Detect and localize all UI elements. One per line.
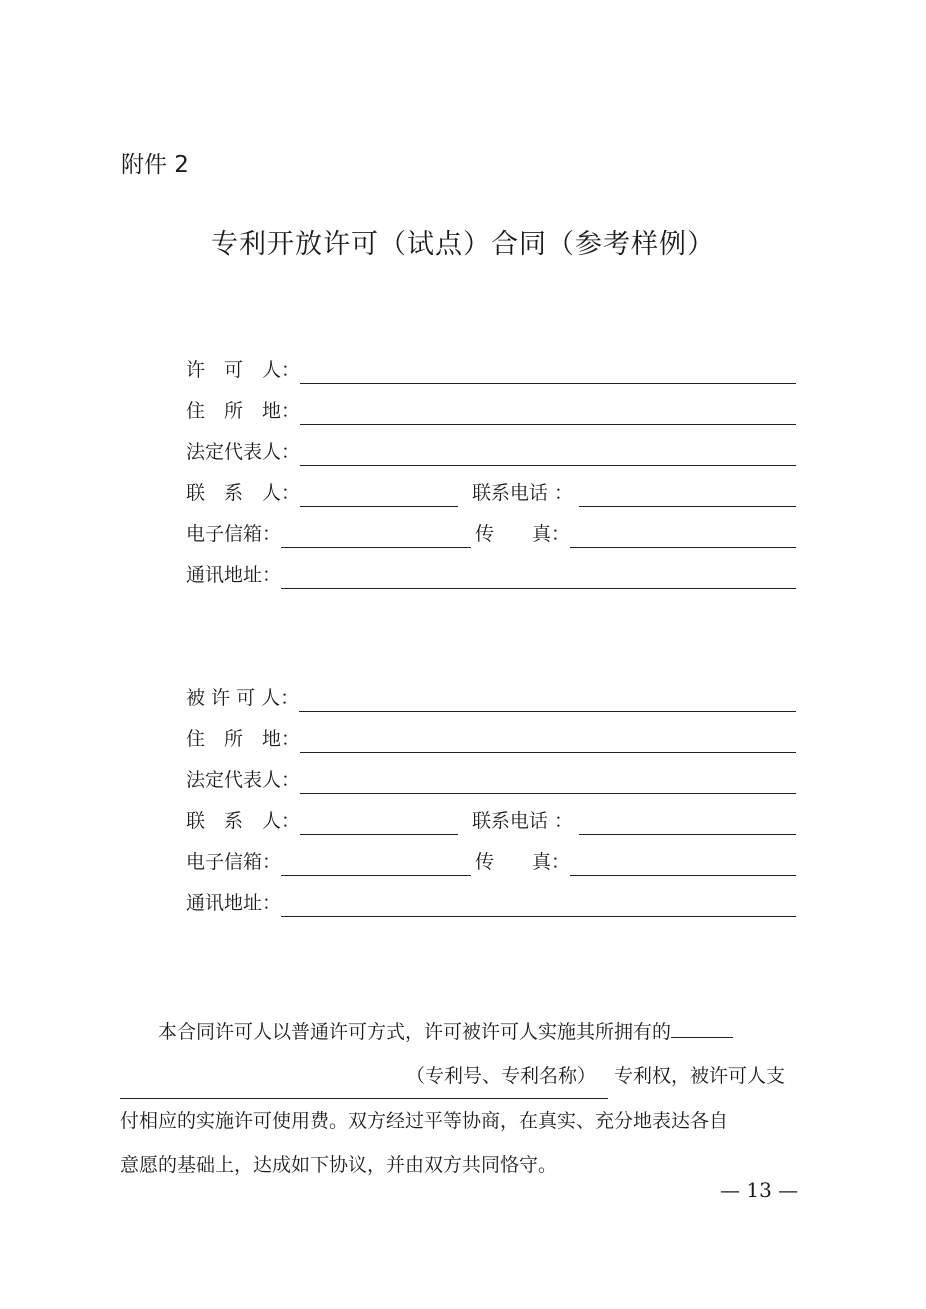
- licensor-email-label: 电子信箱：: [186, 523, 282, 545]
- licensee-name-label: 被 许 可 人：: [186, 687, 300, 709]
- licensee-legal-rep-row: [186, 753, 796, 794]
- licensee-email-row: [186, 835, 796, 876]
- licensee-mail-address-field[interactable]: [281, 896, 796, 917]
- licensee-contact-field[interactable]: [300, 814, 458, 835]
- licensor-email-field[interactable]: [281, 527, 471, 548]
- licensor-mail-address-row: [186, 548, 796, 589]
- licensee-contact-row: [186, 794, 796, 835]
- patent-blank[interactable]: [120, 1054, 608, 1099]
- licensor-phone-label: 联系电话 ：: [472, 482, 574, 504]
- licensor-address-field[interactable]: [300, 404, 796, 425]
- licensor-address-row: [186, 384, 796, 425]
- licensor-mail-address-field[interactable]: [281, 568, 796, 589]
- licensor-contact-label: 联 系 人：: [186, 482, 301, 504]
- licensor-fax-label: 传 真：: [475, 523, 571, 545]
- licensee-mail-address-label: 通讯地址：: [186, 892, 282, 914]
- licensor-fax-field[interactable]: [570, 527, 796, 548]
- patent-blank-start[interactable]: [671, 1019, 733, 1038]
- licensee-name-field[interactable]: [299, 691, 796, 712]
- licensee-phone-field[interactable]: [579, 814, 796, 835]
- licensee-legal-rep-label: 法定代表人：: [186, 769, 301, 791]
- licensee-fax-label: 传 真：: [475, 851, 571, 873]
- licensee-name-row: [186, 671, 796, 712]
- licensor-email-row: [186, 507, 796, 548]
- licensee-mail-address-row: [186, 876, 796, 917]
- preamble-line-1: [120, 1010, 810, 1054]
- preamble-line-2-tail: 专利权，被许可人支: [614, 1065, 786, 1087]
- licensor-address-label: 住 所 地：: [186, 400, 301, 422]
- page-title: 专利开放许可（试点）合同（参考样例）: [211, 229, 715, 260]
- licensee-phone-label: 联系电话 ：: [472, 810, 574, 832]
- licensor-phone-field[interactable]: [579, 486, 796, 507]
- preamble-line-4: 意愿的基础上，达成如下协议，并由双方共同恪守。: [120, 1154, 558, 1176]
- licensor-section: [186, 343, 796, 589]
- preamble-line-3: 付相应的实施许可使用费。双方经过平等协商，在真实、充分地表达各自: [120, 1110, 729, 1132]
- licensee-address-label: 住 所 地：: [186, 728, 301, 750]
- licensor-name-field[interactable]: [300, 363, 796, 384]
- licensee-contact-label: 联 系 人：: [186, 810, 301, 832]
- preamble-line-1-text: 本合同许可人以普通许可方式，许可被许可人实施其所拥有的: [120, 1021, 672, 1043]
- attachment-label: 附件 2: [121, 152, 189, 178]
- licensor-legal-rep-label: 法定代表人：: [186, 441, 301, 463]
- licensee-address-row: [186, 712, 796, 753]
- licensor-legal-rep-field[interactable]: [300, 445, 796, 466]
- licensor-name-label: 许 可 人：: [186, 359, 301, 381]
- licensor-name-row: [186, 343, 796, 384]
- patent-hint: （专利号、专利名称）: [406, 1065, 597, 1087]
- page-number: — 13 —: [720, 1178, 799, 1202]
- licensor-contact-field[interactable]: [300, 486, 458, 507]
- licensor-mail-address-label: 通讯地址：: [186, 564, 282, 586]
- licensor-contact-row: [186, 466, 796, 507]
- licensee-section: [186, 671, 796, 917]
- licensee-address-field[interactable]: [300, 732, 796, 753]
- licensee-fax-field[interactable]: [570, 855, 796, 876]
- licensee-email-label: 电子信箱：: [186, 851, 282, 873]
- preamble-line-2: [120, 1054, 810, 1099]
- licensee-email-field[interactable]: [281, 855, 471, 876]
- licensor-legal-rep-row: [186, 425, 796, 466]
- contract-preamble: [120, 1010, 810, 1187]
- licensee-legal-rep-field[interactable]: [300, 773, 796, 794]
